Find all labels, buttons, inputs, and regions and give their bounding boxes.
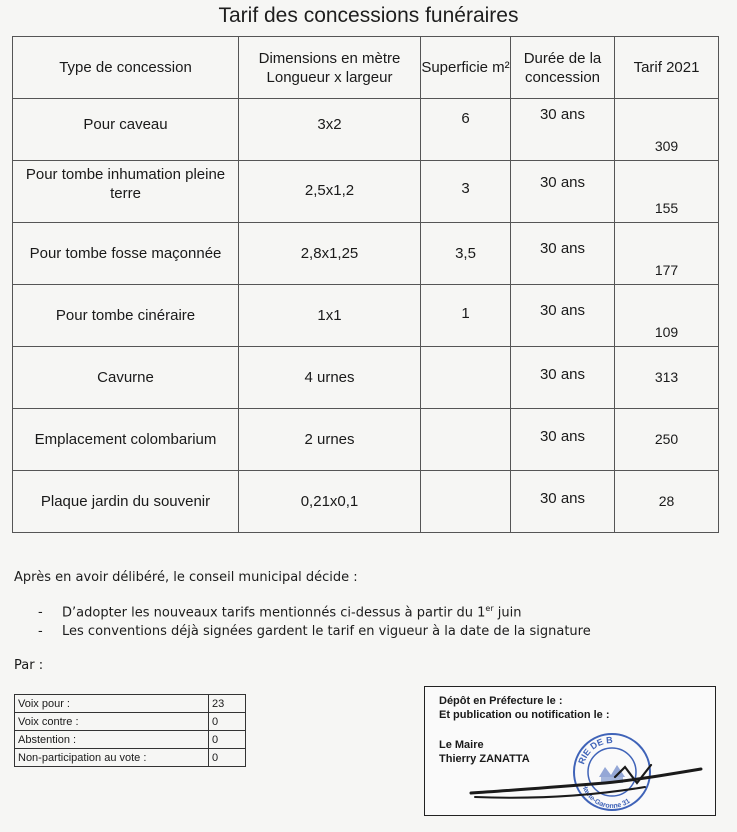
bullet-dash: -: [38, 624, 43, 639]
cell-superficie: 3,5: [421, 223, 511, 285]
table-row: [13, 347, 719, 409]
cell-type: Pour tombe fosse maçonnée: [13, 223, 239, 285]
cell-superficie: [421, 471, 511, 533]
cell-type: Plaque jardin du souvenir: [13, 471, 239, 533]
cell-dimensions: 2,5x1,2: [239, 161, 421, 223]
signature-icon: [465, 747, 725, 817]
cell-duree: 30 ans: [511, 347, 615, 409]
cell-dimensions: 4 urnes: [239, 347, 421, 409]
vote-value: 23: [209, 695, 246, 713]
table-row: [15, 695, 246, 713]
vote-label: Non-participation au vote :: [15, 749, 209, 767]
decision-list: [38, 604, 591, 644]
vote-value: 0: [209, 713, 246, 731]
table-row: [13, 285, 719, 347]
cell-tarif: 177: [615, 223, 719, 285]
bullet-text: Les conventions déjà signées gardent le tarif en vigueur à la date de la signature: [62, 624, 591, 639]
table-row: [13, 161, 719, 223]
tarif-table: [12, 36, 719, 533]
vote-value: 0: [209, 749, 246, 767]
vote-label: Abstention :: [15, 731, 209, 749]
cell-duree: 30 ans: [511, 99, 615, 161]
table-header-row: [13, 37, 719, 99]
bullet-text-end: juin: [493, 605, 522, 621]
header-superficie: Superficie m²: [421, 37, 511, 99]
cell-tarif: 313: [615, 347, 719, 409]
header-dimensions: Dimensions en mètre Longueur x largeur: [239, 37, 421, 99]
vote-label: Voix contre :: [15, 713, 209, 731]
cell-tarif: 109: [615, 285, 719, 347]
par-label: Par :: [14, 658, 44, 673]
bullet-superscript: er: [485, 604, 494, 613]
cell-duree: 30 ans: [511, 161, 615, 223]
header-type: Type de concession: [13, 37, 239, 99]
header-tarif: Tarif 2021: [615, 37, 719, 99]
cell-dimensions: 3x2: [239, 99, 421, 161]
list-item: [38, 624, 591, 644]
cell-superficie: [421, 409, 511, 471]
cell-type: Emplacement colombarium: [13, 409, 239, 471]
cell-duree: 30 ans: [511, 223, 615, 285]
cell-type: Pour caveau: [13, 99, 239, 161]
table-row: [13, 99, 719, 161]
cell-duree: 30 ans: [511, 409, 615, 471]
stamp-top-text: RIE DE B: [576, 734, 614, 766]
list-item: [38, 604, 591, 624]
depot-prefecture-label: Dépôt en Préfecture le :: [439, 695, 563, 707]
depot-box: [424, 686, 716, 816]
cell-duree: 30 ans: [511, 285, 615, 347]
header-duree: Durée de la concession: [511, 37, 615, 99]
cell-superficie: 6: [421, 99, 511, 161]
cell-superficie: 3: [421, 161, 511, 223]
table-row: [15, 749, 246, 767]
deliberation-text: Après en avoir délibéré, le conseil municipal décide :: [14, 570, 358, 585]
cell-tarif: 155: [615, 161, 719, 223]
cell-dimensions: 0,21x0,1: [239, 471, 421, 533]
table-row: [13, 223, 719, 285]
votes-table: [14, 694, 246, 767]
depot-publication-label: Et publication ou notification le :: [439, 709, 610, 721]
cell-type: Pour tombe inhumation pleine terre: [13, 161, 239, 223]
vote-label: Voix pour :: [15, 695, 209, 713]
cell-dimensions: 2 urnes: [239, 409, 421, 471]
cell-tarif: 309: [615, 99, 719, 161]
cell-dimensions: 1x1: [239, 285, 421, 347]
page-title: Tarif des concessions funéraires: [218, 4, 519, 27]
table-row: [15, 731, 246, 749]
bullet-dash: -: [38, 605, 43, 621]
table-row: [13, 471, 719, 533]
cell-duree: 30 ans: [511, 471, 615, 533]
table-row: [13, 409, 719, 471]
maire-title: Le Maire: [439, 739, 484, 751]
table-row: [15, 713, 246, 731]
cell-tarif: 250: [615, 409, 719, 471]
maire-name: Thierry ZANATTA: [439, 753, 530, 765]
vote-value: 0: [209, 731, 246, 749]
cell-superficie: [421, 347, 511, 409]
cell-type: Cavurne: [13, 347, 239, 409]
cell-dimensions: 2,8x1,25: [239, 223, 421, 285]
cell-superficie: 1: [421, 285, 511, 347]
bullet-text: D’adopter les nouveaux tarifs mentionnés ci-dessus à partir du 1: [62, 605, 486, 621]
cell-type: Pour tombe cinéraire: [13, 285, 239, 347]
stamp-bottom-text: Haute-Garonne 31: [579, 783, 632, 811]
cell-tarif: 28: [615, 471, 719, 533]
